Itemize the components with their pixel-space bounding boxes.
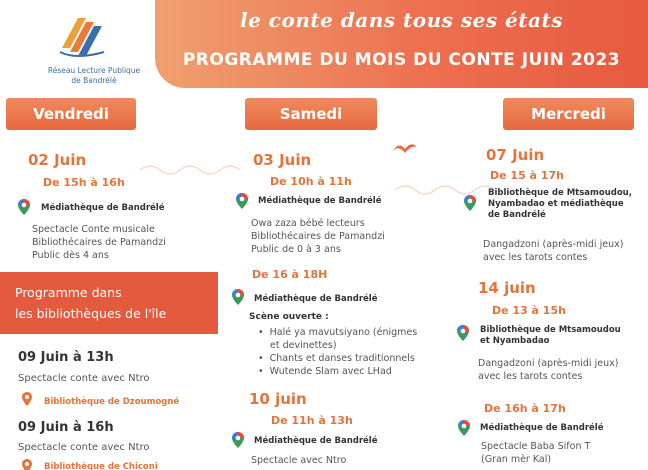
logo-caption [24,66,164,86]
tab-friday: Vendredi [6,98,136,130]
saturday-venue: Médiathèque de Bandrélé [258,196,382,206]
wednesday-time: De 15 à 17h [490,169,564,182]
logo-line1: Réseau Lecture Publique [47,66,141,75]
map-pin-icon [457,325,469,341]
saturday-date: 10 juin [249,390,307,408]
island-venue: Bibliothèque de Dzoumogné [44,397,180,407]
logo-line2: de Bandrélé [71,76,117,85]
main-title: PROGRAMME DU MOIS DU CONTE JUIN 2023 [182,50,621,70]
bullet-text: Wutende Slam avec LHad [269,366,392,377]
wednesday-desc-line: Dangadzoni (après-midi jeux) [483,239,624,250]
saturday-time: De 10h à 11h [270,175,352,188]
wednesday-time: De 16h à 17h [484,402,566,415]
wednesday-time: De 13 à 15h [492,304,566,317]
tab-saturday: Samedi [245,98,377,130]
saturday-desc-line: Public de 0 à 3 ans [251,244,341,255]
saturday-desc-line: Owa zaza bébé lecteurs [251,218,365,229]
map-pin-icon [236,193,248,209]
wednesday-desc [481,440,590,466]
wednesday-date: 14 juin [478,279,536,297]
wednesday-desc [483,238,623,264]
saturday-venue: Médiathèque de Bandrélé [254,294,378,304]
program-box [0,272,218,334]
wednesday-desc-line: avec les tarots contes [483,252,588,263]
friday-desc [32,223,166,262]
saturday-venue: Médiathèque de Bandrélé [254,436,378,446]
island-date: 09 Juin à 13h [18,350,114,365]
squiggle-decoration-icon [140,160,250,180]
script-title: le conte dans tous ses états [240,8,563,32]
saturday-date: 03 Juin [253,151,312,169]
scene-label: Scène ouverte : [249,312,329,322]
friday-desc-line: Spectacle Conte musicale [32,224,155,235]
map-pin-icon [232,432,244,448]
bullet-item [258,339,417,352]
bullet-item: • Chants et danses traditionnels [258,353,415,364]
wednesday-date: 07 Juin [486,146,545,164]
wednesday-desc-line: avec les tarots contes [478,371,583,382]
wednesday-venue-line: Nyambadao et médiathèque [488,199,624,209]
wednesday-venue-line: de Bandrélé [488,210,546,220]
friday-desc-line: Bibliothécaires de Pamandzi [32,237,166,248]
program-box-line: Programme dans [15,285,122,300]
map-pin-icon [18,199,30,215]
bullet-text: Chants et danses traditionnels [269,353,415,364]
book-logo-icon [56,12,110,62]
squiggle-decoration-icon [395,180,495,200]
island-venue: Bibliothèque de Chiconi [44,462,158,470]
wednesday-venue-line: Bibliothèque de Mtsamoudou [480,325,621,335]
bullet-item: • Wutende Slam avec LHad [258,366,392,377]
tab-wednesday: Mercredi [503,98,634,130]
wednesday-venue [480,325,621,347]
saturday-desc-line: Bibliothécaires de Pamandzi [251,231,385,242]
wednesday-desc-line: Dangadzoni (après-midi jeux) [478,358,619,369]
saturday-time: De 11h à 13h [271,414,353,427]
wednesday-desc-line: (Gran mèr Kal) [481,454,552,465]
map-pin-icon [22,459,32,470]
header-banner [155,0,648,88]
friday-date: 02 Juin [28,151,87,169]
bullet-text: et devinettes) [270,340,337,351]
map-pin-icon [22,392,32,406]
saturday-desc [251,217,385,256]
saturday-desc: Spectacle avec Ntro [251,455,347,466]
map-pin-icon [464,195,476,211]
friday-desc-line: Public dès 4 ans [32,250,109,261]
scene-bullets [258,326,417,378]
island-desc: Spectacle conte avec Ntro [18,442,150,453]
friday-venue: Médiathèque de Bandrélé [41,203,165,213]
wednesday-venue: Médiathèque de Bandrélé [480,423,604,433]
map-pin-icon [232,289,244,305]
wednesday-venue-line: et Nyambadao [480,336,550,346]
wednesday-venue-line: Bibliothèque de Mtsamoudou, [488,188,632,198]
wednesday-desc-line: Spectacle Baba Sifon T [481,441,591,452]
saturday-time: De 16 à 18H [252,268,328,281]
bullet-item: • Halé ya mavutsiyano (énigmes [258,327,418,338]
island-date: 09 Juin à 16h [18,420,114,435]
bullet-text: Halé ya mavutsiyano (énigmes [269,327,418,338]
bird-icon [393,141,417,155]
map-pin-icon [458,420,470,436]
wednesday-desc [478,357,618,383]
wednesday-venue [488,188,632,221]
friday-time: De 15h à 16h [43,176,125,189]
program-box-line: les bibliothèques de l'île [15,306,167,321]
island-desc: Spectacle conte avec Ntro [18,373,150,384]
